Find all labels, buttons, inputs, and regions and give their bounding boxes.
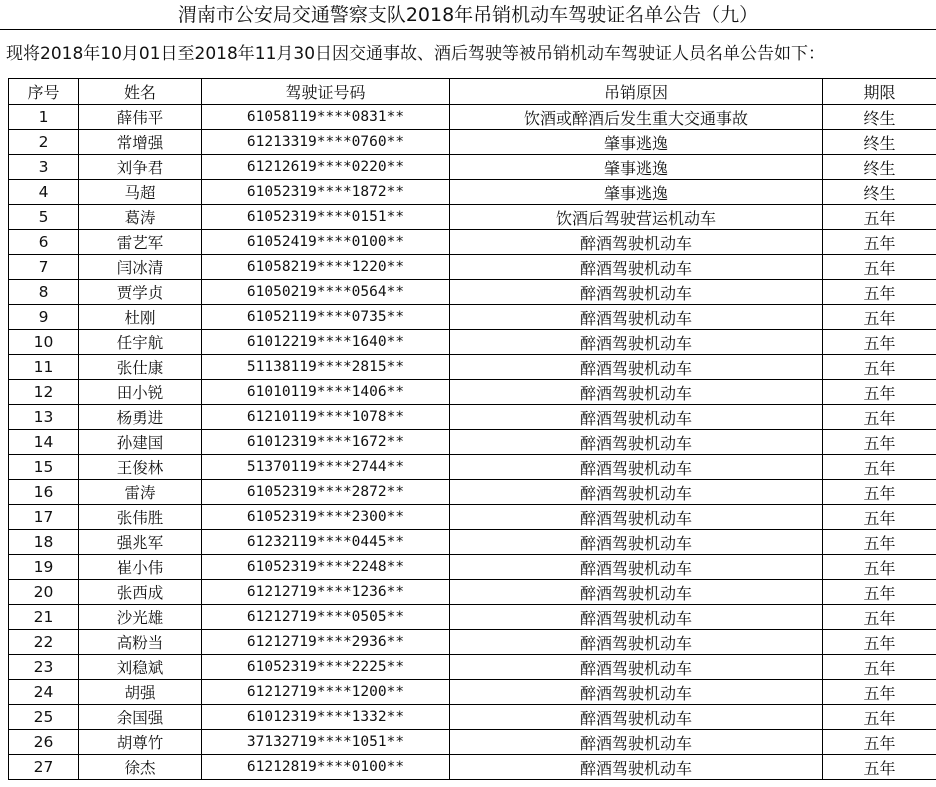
row-reason: 醉酒驾驶机动车 bbox=[450, 355, 823, 380]
row-reason: 肇事逃逸 bbox=[450, 180, 823, 205]
row-term: 五年 bbox=[823, 730, 936, 755]
table-row bbox=[9, 505, 936, 530]
row-term: 五年 bbox=[823, 705, 936, 730]
row-term: 五年 bbox=[823, 755, 936, 780]
row-name: 雷艺军 bbox=[79, 230, 202, 255]
row-term: 五年 bbox=[823, 430, 936, 455]
row-term: 五年 bbox=[823, 255, 936, 280]
row-license-number: 61058219****1220** bbox=[202, 255, 450, 280]
table-row bbox=[9, 355, 936, 380]
row-license-number: 51138119****2815** bbox=[202, 355, 450, 380]
row-reason: 醉酒驾驶机动车 bbox=[450, 505, 823, 530]
row-term: 五年 bbox=[823, 680, 936, 705]
row-term: 五年 bbox=[823, 555, 936, 580]
row-name: 张伟胜 bbox=[79, 505, 202, 530]
row-index: 7 bbox=[9, 255, 79, 280]
row-reason: 醉酒驾驶机动车 bbox=[450, 580, 823, 605]
header-index: 序号 bbox=[9, 79, 79, 105]
row-term: 五年 bbox=[823, 605, 936, 630]
row-term: 五年 bbox=[823, 530, 936, 555]
table-row bbox=[9, 130, 936, 155]
row-name: 杨勇进 bbox=[79, 405, 202, 430]
row-reason: 饮酒后驾驶营运机动车 bbox=[450, 205, 823, 230]
row-term: 五年 bbox=[823, 280, 936, 305]
table-row bbox=[9, 730, 936, 755]
revocation-table bbox=[8, 78, 936, 780]
row-term: 终生 bbox=[823, 130, 936, 155]
row-license-number: 61052419****0100** bbox=[202, 230, 450, 255]
row-index: 8 bbox=[9, 280, 79, 305]
row-name: 闫冰清 bbox=[79, 255, 202, 280]
row-reason: 醉酒驾驶机动车 bbox=[450, 305, 823, 330]
row-name: 刘稳斌 bbox=[79, 655, 202, 680]
row-license-number: 61052319****2300** bbox=[202, 505, 450, 530]
row-name: 雷涛 bbox=[79, 480, 202, 505]
table-row bbox=[9, 405, 936, 430]
row-license-number: 61052319****2248** bbox=[202, 555, 450, 580]
row-license-number: 61012319****1672** bbox=[202, 430, 450, 455]
row-license-number: 37132719****1051** bbox=[202, 730, 450, 755]
table-row bbox=[9, 205, 936, 230]
row-license-number: 61052119****0735** bbox=[202, 305, 450, 330]
row-index: 19 bbox=[9, 555, 79, 580]
row-reason: 醉酒驾驶机动车 bbox=[450, 480, 823, 505]
row-reason: 醉酒驾驶机动车 bbox=[450, 380, 823, 405]
row-index: 13 bbox=[9, 405, 79, 430]
row-license-number: 61212819****0100** bbox=[202, 755, 450, 780]
table-row bbox=[9, 180, 936, 205]
row-index: 11 bbox=[9, 355, 79, 380]
table-row bbox=[9, 230, 936, 255]
row-reason: 肇事逃逸 bbox=[450, 130, 823, 155]
row-license-number: 61012319****1332** bbox=[202, 705, 450, 730]
row-term: 五年 bbox=[823, 205, 936, 230]
table-row bbox=[9, 580, 936, 605]
row-license-number: 61052319****0151** bbox=[202, 205, 450, 230]
row-index: 2 bbox=[9, 130, 79, 155]
row-index: 22 bbox=[9, 630, 79, 655]
row-reason: 醉酒驾驶机动车 bbox=[450, 705, 823, 730]
row-name: 杜刚 bbox=[79, 305, 202, 330]
row-reason: 醉酒驾驶机动车 bbox=[450, 455, 823, 480]
row-name: 孙建国 bbox=[79, 430, 202, 455]
row-name: 强兆军 bbox=[79, 530, 202, 555]
row-term: 五年 bbox=[823, 380, 936, 405]
table-row bbox=[9, 605, 936, 630]
row-index: 21 bbox=[9, 605, 79, 630]
row-name: 田小锐 bbox=[79, 380, 202, 405]
table-body bbox=[9, 105, 936, 780]
row-license-number: 61210119****1078** bbox=[202, 405, 450, 430]
table-row bbox=[9, 480, 936, 505]
table-row bbox=[9, 280, 936, 305]
row-reason: 醉酒驾驶机动车 bbox=[450, 430, 823, 455]
row-name: 马超 bbox=[79, 180, 202, 205]
row-reason: 醉酒驾驶机动车 bbox=[450, 280, 823, 305]
row-license-number: 61212719****1236** bbox=[202, 580, 450, 605]
table-row bbox=[9, 455, 936, 480]
row-term: 终生 bbox=[823, 105, 936, 130]
row-license-number: 61058119****0831** bbox=[202, 105, 450, 130]
row-name: 刘争君 bbox=[79, 155, 202, 180]
header-license-number: 驾驶证号码 bbox=[202, 79, 450, 105]
row-license-number: 61012219****1640** bbox=[202, 330, 450, 355]
row-index: 3 bbox=[9, 155, 79, 180]
row-term: 五年 bbox=[823, 305, 936, 330]
row-index: 17 bbox=[9, 505, 79, 530]
row-reason: 肇事逃逸 bbox=[450, 155, 823, 180]
table-row bbox=[9, 555, 936, 580]
row-reason: 醉酒驾驶机动车 bbox=[450, 755, 823, 780]
row-index: 9 bbox=[9, 305, 79, 330]
row-term: 终生 bbox=[823, 155, 936, 180]
row-index: 18 bbox=[9, 530, 79, 555]
table-row bbox=[9, 330, 936, 355]
announcement-intro: 现将2018年10月01日至2018年11月30日因交通事故、酒后驾驶等被吊销机动车驾驶证人员名单公告如下： bbox=[6, 44, 826, 64]
row-reason: 醉酒驾驶机动车 bbox=[450, 680, 823, 705]
row-term: 五年 bbox=[823, 630, 936, 655]
table-row bbox=[9, 105, 936, 130]
row-name: 任宇航 bbox=[79, 330, 202, 355]
row-name: 崔小伟 bbox=[79, 555, 202, 580]
row-reason: 醉酒驾驶机动车 bbox=[450, 655, 823, 680]
row-license-number: 51370119****2744** bbox=[202, 455, 450, 480]
table-row bbox=[9, 380, 936, 405]
row-name: 贾学贞 bbox=[79, 280, 202, 305]
row-index: 1 bbox=[9, 105, 79, 130]
row-term: 终生 bbox=[823, 180, 936, 205]
row-index: 23 bbox=[9, 655, 79, 680]
table-row bbox=[9, 755, 936, 780]
row-name: 胡尊竹 bbox=[79, 730, 202, 755]
row-reason: 醉酒驾驶机动车 bbox=[450, 405, 823, 430]
row-index: 12 bbox=[9, 380, 79, 405]
row-term: 五年 bbox=[823, 330, 936, 355]
header-name: 姓名 bbox=[79, 79, 202, 105]
table-row bbox=[9, 430, 936, 455]
row-reason: 醉酒驾驶机动车 bbox=[450, 730, 823, 755]
table-row bbox=[9, 155, 936, 180]
row-name: 沙光雄 bbox=[79, 605, 202, 630]
row-reason: 醉酒驾驶机动车 bbox=[450, 605, 823, 630]
row-license-number: 61213319****0760** bbox=[202, 130, 450, 155]
row-license-number: 61212719****2936** bbox=[202, 630, 450, 655]
row-license-number: 61052319****2872** bbox=[202, 480, 450, 505]
row-term: 五年 bbox=[823, 455, 936, 480]
row-reason: 醉酒驾驶机动车 bbox=[450, 630, 823, 655]
row-index: 5 bbox=[9, 205, 79, 230]
row-index: 6 bbox=[9, 230, 79, 255]
row-name: 高粉当 bbox=[79, 630, 202, 655]
row-reason: 醉酒驾驶机动车 bbox=[450, 530, 823, 555]
table-row bbox=[9, 705, 936, 730]
row-name: 薛伟平 bbox=[79, 105, 202, 130]
row-license-number: 61052319****1872** bbox=[202, 180, 450, 205]
row-index: 14 bbox=[9, 430, 79, 455]
row-reason: 醉酒驾驶机动车 bbox=[450, 255, 823, 280]
header-reason: 吊销原因 bbox=[450, 79, 823, 105]
row-name: 张西成 bbox=[79, 580, 202, 605]
row-name: 葛涛 bbox=[79, 205, 202, 230]
row-term: 五年 bbox=[823, 355, 936, 380]
table-row bbox=[9, 305, 936, 330]
row-license-number: 61212719****0505** bbox=[202, 605, 450, 630]
row-index: 27 bbox=[9, 755, 79, 780]
row-license-number: 61212619****0220** bbox=[202, 155, 450, 180]
row-license-number: 61232119****0445** bbox=[202, 530, 450, 555]
row-index: 24 bbox=[9, 680, 79, 705]
row-index: 26 bbox=[9, 730, 79, 755]
header-term: 期限 bbox=[823, 79, 936, 105]
row-index: 15 bbox=[9, 455, 79, 480]
row-reason: 醉酒驾驶机动车 bbox=[450, 330, 823, 355]
row-index: 20 bbox=[9, 580, 79, 605]
row-reason: 醉酒驾驶机动车 bbox=[450, 555, 823, 580]
table-row bbox=[9, 530, 936, 555]
row-name: 胡强 bbox=[79, 680, 202, 705]
row-name: 余国强 bbox=[79, 705, 202, 730]
row-index: 16 bbox=[9, 480, 79, 505]
table-header-row bbox=[9, 79, 936, 105]
row-term: 五年 bbox=[823, 580, 936, 605]
row-reason: 饮酒或醉酒后发生重大交通事故 bbox=[450, 105, 823, 130]
row-name: 张仕康 bbox=[79, 355, 202, 380]
table-row bbox=[9, 680, 936, 705]
table-row bbox=[9, 255, 936, 280]
row-index: 25 bbox=[9, 705, 79, 730]
row-license-number: 61052319****2225** bbox=[202, 655, 450, 680]
row-name: 常增强 bbox=[79, 130, 202, 155]
table-row bbox=[9, 655, 936, 680]
row-term: 五年 bbox=[823, 230, 936, 255]
row-term: 五年 bbox=[823, 405, 936, 430]
row-term: 五年 bbox=[823, 505, 936, 530]
row-reason: 醉酒驾驶机动车 bbox=[450, 230, 823, 255]
row-name: 王俊林 bbox=[79, 455, 202, 480]
row-name: 徐杰 bbox=[79, 755, 202, 780]
row-index: 4 bbox=[9, 180, 79, 205]
table-row bbox=[9, 630, 936, 655]
row-license-number: 61050219****0564** bbox=[202, 280, 450, 305]
row-index: 10 bbox=[9, 330, 79, 355]
row-term: 五年 bbox=[823, 480, 936, 505]
row-license-number: 61212719****1200** bbox=[202, 680, 450, 705]
row-license-number: 61010119****1406** bbox=[202, 380, 450, 405]
page-title: 渭南市公安局交通警察支队2018年吊销机动车驾驶证名单公告（九） bbox=[0, 0, 936, 30]
row-term: 五年 bbox=[823, 655, 936, 680]
